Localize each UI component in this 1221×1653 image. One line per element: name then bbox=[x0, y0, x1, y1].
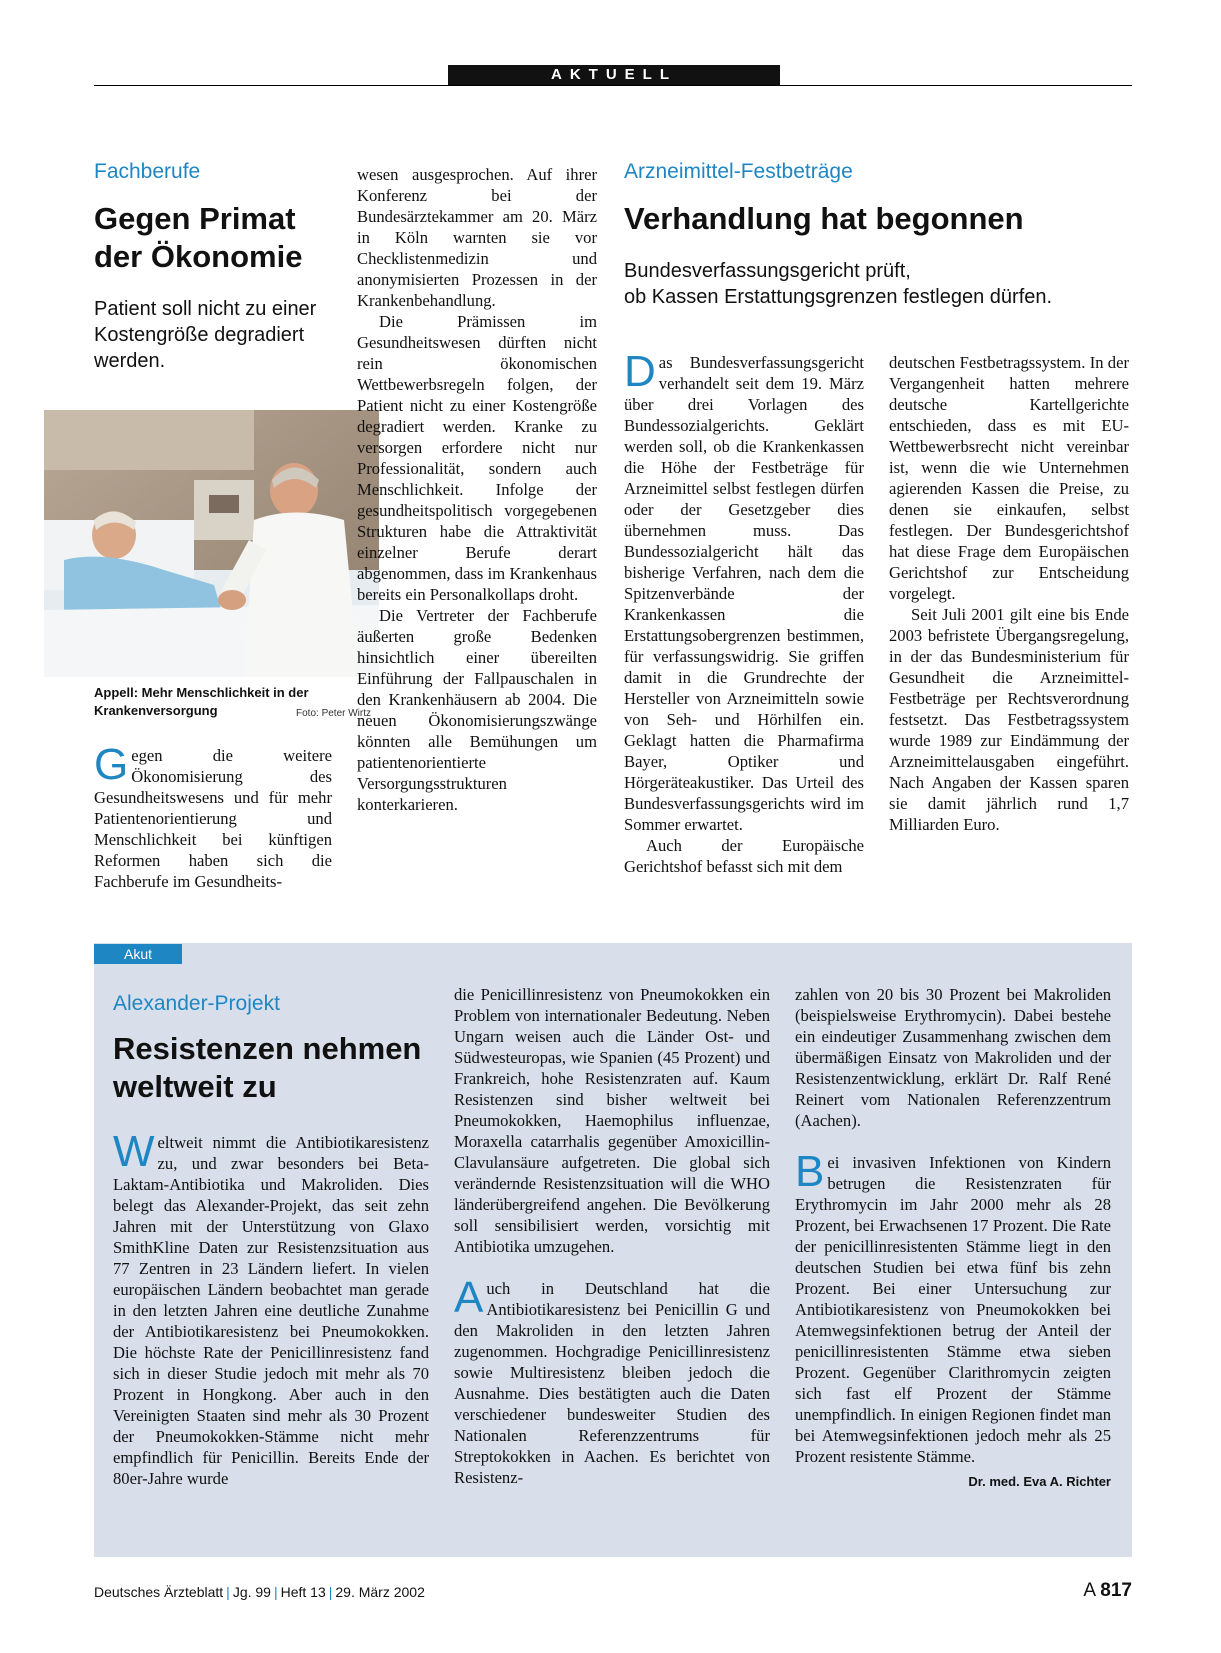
article2-col2 bbox=[889, 352, 1129, 835]
article3-title bbox=[113, 1030, 423, 1106]
footer-separator: | bbox=[328, 1584, 333, 1600]
article2-deck-line1: Bundesverfassungsgericht prüft, bbox=[624, 260, 911, 282]
article3-col3-text2: ei invasiven Infektionen von Kindern betrugen die Resistenzraten für Erythromycin im Jahr 2000 mehr als 28 Prozent, bei Erwachsenen 17 Prozent. Die Rate der penicillinresistenten Stämme liegt in den deutschen Studien bei etwa fünf bis zehn Prozent. Bei einer Untersuchung zur Antibiotikaresistenz von Pneumokokken bei Atemwegsinfektionen betrug der Anteil der penicillinresistenten Stämme etwa sieben Prozent. Gegenüber Clarithromycin zeigten sich fast elf Prozent der Stämme unempfindlich. In einigen Regionen findet man bei Atemwegsinfektionen jedoch mehr als 25 Prozent resistente Stämme. bbox=[795, 1153, 1111, 1466]
footer-volume: Jg. 99 bbox=[232, 1584, 271, 1600]
article3-kicker: Alexander-Projekt bbox=[113, 992, 280, 1015]
article3-col2-paragraph1: die Penicillinresistenz von Pneumokokken ein Problem von internationaler Bedeutung. Neben Ungarn weisen auch die Länder Ost- und Südwesteuropas, wie Spanien (45 Prozent) und Frankreich, hohe Resistenzraten auf. Kaum Resistenzen sind bisher weltweit bei Pneumokokken, Haemophilus influenzae, Moraxella catarrhalis gegenüber Amoxicillin-Clavulansäure aufgetreten. Die global sich verändernde Resistenzsituation will die WHO länderübergreifend angehen. Die Bevölkerung soll sensibilisiert werden, vorsichtig mit Antibiotika umzugehen. bbox=[454, 985, 770, 1256]
article1-caption: Appell: Mehr Menschlichkeit in der Krankenversorgung bbox=[94, 685, 309, 718]
article2-deck bbox=[624, 258, 1124, 310]
header-rule bbox=[94, 85, 1132, 86]
article3-col3-paragraph2 bbox=[795, 1147, 1111, 1489]
article3-dropcap-a: A bbox=[454, 1273, 484, 1322]
article2-col1-paragraph1 bbox=[624, 347, 864, 835]
article1-col2 bbox=[357, 164, 597, 815]
akut-box-tag: Akut bbox=[94, 944, 182, 964]
article1-kicker: Fachberufe bbox=[94, 160, 201, 183]
section-banner: AKTUELL bbox=[448, 65, 780, 85]
article2-deck-line2: ob Kassen Erstattungsgrenzen festlegen dürfen. bbox=[624, 286, 1053, 308]
article2-col2-paragraph2: Seit Juli 2001 gilt eine bis Ende 2003 befristete Übergangsregelung, in der das Bundesministerium für Gesundheit die Arzneimittel-Festbeträge per Rechtsverordnung festsetzt. Das Festbetragssystem wurde 1989 zur Eindämmung der Arzneimittelausgaben eingeführt. Nach Angaben der Kassen sparen sie damit jährlich rund 1,7 Milliarden Euro. bbox=[889, 605, 1129, 834]
article2-kicker: Arzneimittel-Festbeträge bbox=[624, 160, 853, 183]
footer-journal: Deutsches Ärzteblatt bbox=[94, 1584, 224, 1600]
article1-col1 bbox=[94, 740, 332, 892]
article1-title-line1: Gegen Primat bbox=[94, 201, 296, 236]
article3-col1 bbox=[113, 1127, 429, 1489]
article3-col2-text2: uch in Deutschland hat die Antibiotikaresistenz bei Penicillin G und den Makroliden in den letzten Jahren zugenommen. Hochgradige Penicillinresistenz sowie Multiresistenz bleiben jedoch die Ausnahme. Dies bestätigten auch die Daten verschiedener bundesweiter Studien des Nationalen Referenzzentrums für Streptokokken in Aachen. Es berichtet von Resistenz- bbox=[454, 1279, 770, 1487]
article1-col2-paragraph1: wesen ausgesprochen. Auf ihrer Konferenz bei der Bundesärztekammer am 20. März in Köln warnten sie vor Checklistenmedizin und anonymisierten Prozessen in der Krankenbehandlung. bbox=[357, 165, 597, 310]
article3-col1-text: eltweit nimmt die Antibiotikaresistenz zu, und zwar besonders bei Beta-Laktam-Antibiotika und Makroliden. Dies belegt das Alexander-Projekt, das seit zehn Jahren mit der Unterstützung von Glaxo SmithKline Daten zur Resistenzsituation aus 77 Zentren in 23 Ländern liefert. In vielen europäischen Ländern beobachtet man gerade in den letzten Jahren eine deutliche Zunahme der Antibiotikaresistenz bei Pneumokokken. Die höchste Rate der Penicillinresistenz fand sich in dieser Studie jedoch mit mehr als 70 Prozent in Hongkong. Aber auch in den Vereinigten Staaten sind mehr als 30 Prozent der Pneumokokken-Stämme nicht mehr empfindlich für Penicillin. Bereits Ende der 80er-Jahre wurde bbox=[113, 1133, 429, 1488]
article2-col1 bbox=[624, 347, 864, 877]
footer-issue: Heft 13 bbox=[280, 1584, 326, 1600]
footer-date: 29. März 2002 bbox=[335, 1584, 425, 1600]
article1-dropcap: G bbox=[94, 740, 129, 789]
article3-dropcap-b: B bbox=[795, 1147, 825, 1196]
footer-page bbox=[1083, 1580, 1132, 1602]
article2-col2-paragraph1: deutschen Festbetragssystem. In der Vergangenheit hatten mehrere deutsche Kartellgerichte entschieden, dass es mit EU-Wettbewerbsrecht nicht vereinbar ist, wenn die wie Unternehmen agierenden Kassen die Preise, zu denen sie einkaufen, selbst festlegen. Der Bundesgerichtshof hat diese Frage dem Europäischen Gerichtshof zur Entscheidung vorgelegt. bbox=[889, 353, 1129, 603]
article1-col1-text: egen die weitere Ökonomisierung des Gesundheitswesens und für mehr Patientenorientierung und Menschlichkeit bei künftigen Reformen haben sich die Fachberufe im Gesundheits- bbox=[94, 746, 332, 891]
article3-col2-spacer bbox=[454, 1257, 770, 1278]
article1-photo-credit: Foto: Peter Wirtz bbox=[296, 708, 372, 719]
article3-col3 bbox=[795, 984, 1111, 1492]
page-footer bbox=[94, 1580, 1132, 1606]
article2-col1-paragraph2: Auch der Europäische Gerichtshof befasst sich mit dem bbox=[624, 836, 864, 876]
article3-col2-paragraph2 bbox=[454, 1273, 770, 1488]
article3-author: Dr. med. Eva A. Richter bbox=[968, 1474, 1111, 1489]
footer-separator: | bbox=[273, 1584, 278, 1600]
article1-title bbox=[94, 200, 354, 276]
footer-page-prefix: A bbox=[1083, 1580, 1096, 1601]
article1-deck: Patient soll nicht zu einer Kostengröße degradiert werden. bbox=[94, 298, 317, 372]
article2-dropcap: D bbox=[624, 347, 656, 396]
article3-col3-spacer bbox=[795, 1131, 1111, 1152]
article1-title-line2: der Ökonomie bbox=[94, 239, 303, 274]
article3-title-line2: weltweit zu bbox=[113, 1069, 277, 1104]
article1-col2-paragraph2: Die Prämissen im Gesundheitswesen dürften nicht rein ökonomischen Wettbewerbsregeln folgen, der Patient nicht zu einer Kostengröße degradiert werden. Kranke zu versorgen erfordere nicht nur Professionalität, sondern auch Menschlichkeit. Infolge der gesundheitspolitisch vorgegebenen Strukturen habe die Attraktivität einzelner Berufe derart abgenommen, dass im Krankenhaus bereits ein Personalkollaps droht. bbox=[357, 312, 597, 604]
footer-citation bbox=[94, 1584, 425, 1600]
article2-title: Verhandlung hat begonnen bbox=[624, 201, 1024, 236]
hospital-photo-image bbox=[44, 410, 379, 677]
article3-title-line1: Resistenzen nehmen bbox=[113, 1031, 422, 1066]
footer-page-number: 817 bbox=[1100, 1580, 1132, 1601]
footer-separator: | bbox=[226, 1584, 230, 1600]
article3-col3-paragraph1: zahlen von 20 bis 30 Prozent bei Makroliden (beispielsweise Erythromycin). Dabei bestehe ein eindeutiger Zusammenhang zwischen dem übermäßigen Einsatz von Makroliden und der Resistenzentwicklung, erklärt Dr. Ralf René Reinert vom Nationalen Referenzzentrum (Aachen). bbox=[795, 985, 1111, 1130]
article1-col2-paragraph3: Die Vertreter der Fachberufe äußerten große Bedenken hinsichtlich einer übereilten Einführung der Fallpauschalen in den Krankenhäusern ab 2004. Die neuen Ökonomisierungszwänge könnten alle Bemühungen um patientenorientierte Versorgungsstrukturen konterkarieren. bbox=[357, 606, 597, 814]
article2-col1-text: as Bundesverfassungsgericht verhandelt seit dem 19. März über drei Vorlagen des Bundessozialgerichts. Geklärt werden soll, ob die Krankenkassen die Höhe der Festbeträge für Arzneimittel selbst festlegen dürfen oder der Gesetzgeber dies übernehmen muss. Das Bundessozialgericht hält das bisherige Verfahren, nach dem die Spitzenverbände der Krankenkassen die Erstattungsobergrenzen bestimmen, für verfassungswidrig. Sie griffen damit in die Grundrechte der Hersteller von Arzneimitteln sowie von Seh- und Hörhilfen ein. Geklagt hatten die Pharmafirma Bayer, Optiker und Hörgeräteakustiker. Das Urteil des Bundesverfassungsgerichts wird im Sommer erwartet. bbox=[624, 353, 864, 834]
article3-dropcap-w: W bbox=[113, 1127, 155, 1176]
article3-col2 bbox=[454, 984, 770, 1488]
article1-photo bbox=[44, 410, 379, 677]
